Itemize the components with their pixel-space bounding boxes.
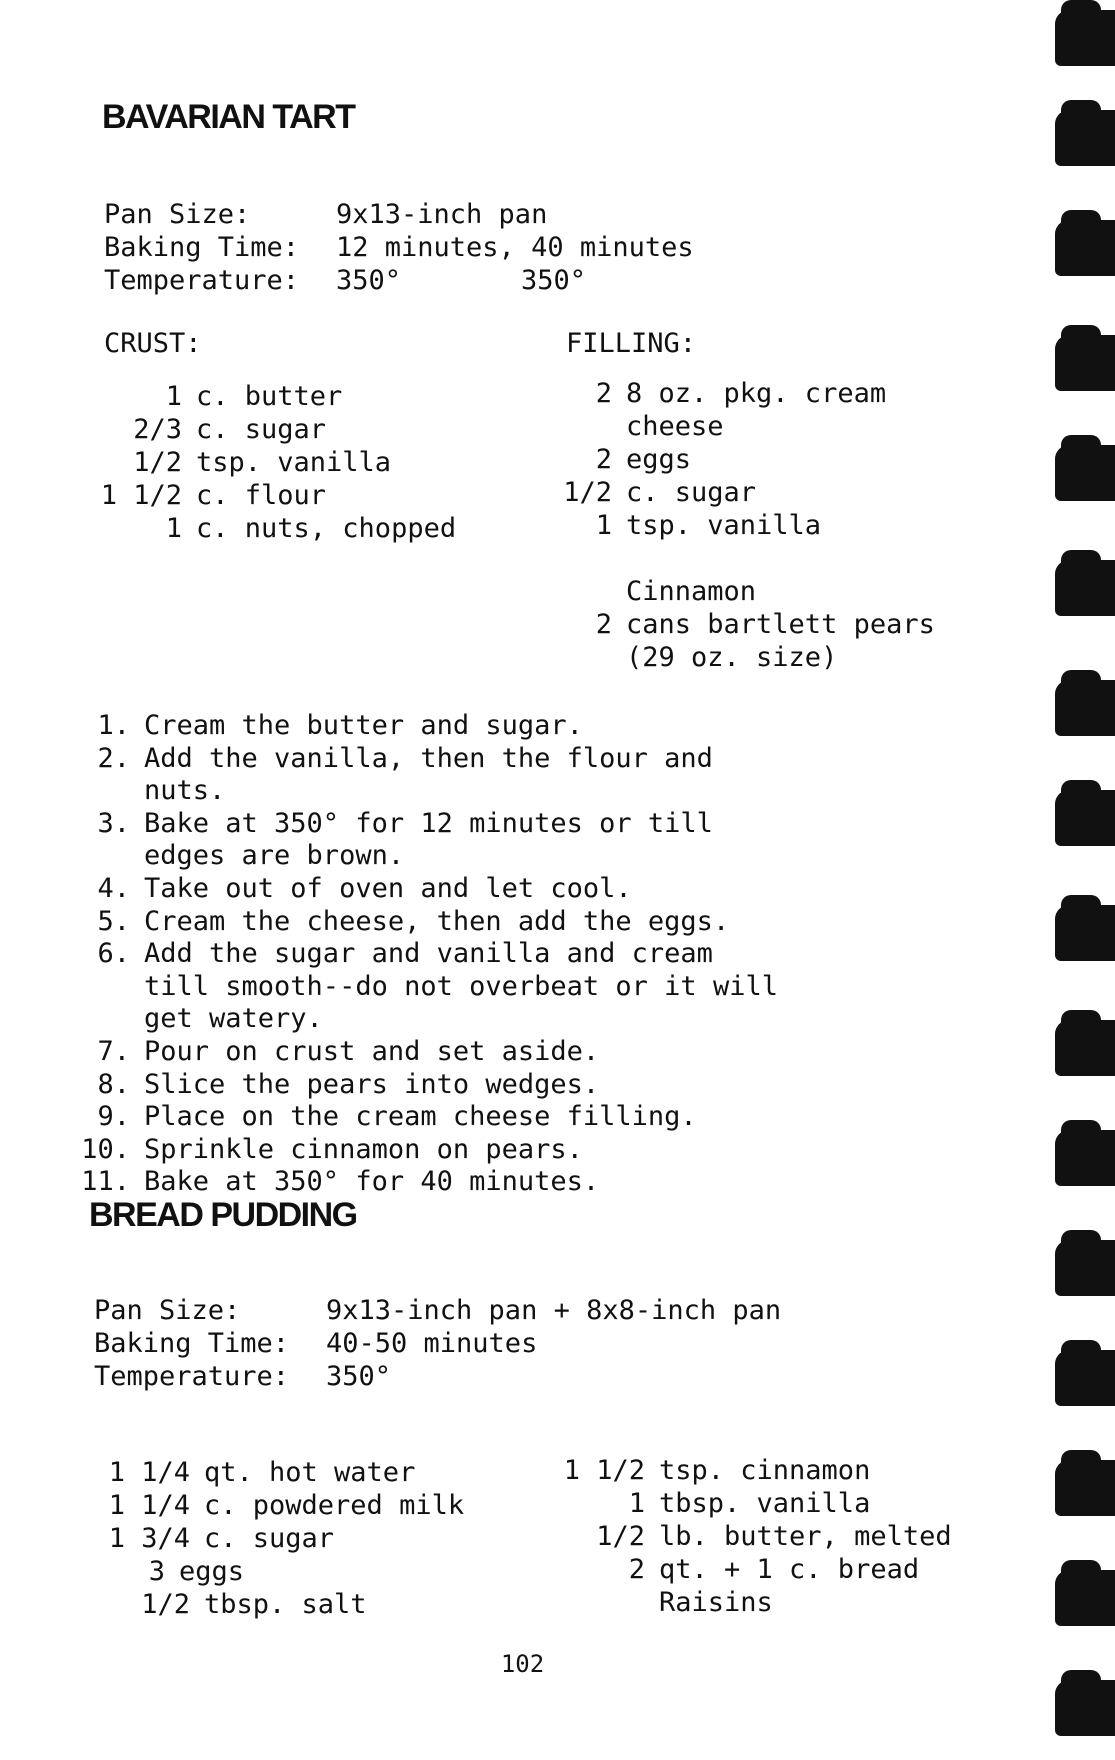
binding-coil	[1055, 1680, 1115, 1736]
step: 1. Cream the butter and sugar.	[97, 710, 583, 741]
meta-row	[104, 198, 706, 231]
crust-ingredients	[90, 380, 456, 545]
ingredient	[556, 542, 935, 575]
binding-coil	[1055, 1130, 1115, 1186]
ingredient: 2 8 oz. pkg. cream	[595, 378, 887, 409]
meta-value: 40-50 minutes	[326, 1328, 538, 1359]
ingredient: 1/2 tbsp. salt	[141, 1589, 367, 1620]
step: 5. Cream the cheese, then add the eggs.	[97, 905, 730, 937]
ingredient: 1 tsp. vanilla	[595, 510, 822, 541]
ingredient: 1 tbsp. vanilla	[628, 1488, 871, 1519]
binding-coil	[1055, 1460, 1115, 1516]
binding-coil	[1055, 905, 1115, 961]
meta-label: Pan Size:	[94, 1295, 241, 1326]
meta-value: 350°	[336, 265, 402, 296]
ingredient: 1 c. butter	[165, 381, 343, 412]
ingredient: 1 1/2 tsp. cinnamon	[563, 1455, 871, 1486]
ingredient: 1/2 c. sugar	[563, 477, 757, 508]
binding-coil	[1055, 10, 1115, 66]
binding-coil	[1055, 1570, 1115, 1626]
meta-row	[94, 1327, 781, 1360]
ingredient: 1 c. nuts, chopped	[165, 513, 457, 544]
ingredient: Cinnamon	[626, 576, 757, 607]
ingredient: 1/2 tsp. vanilla	[133, 447, 392, 478]
meta-label: Pan Size:	[104, 199, 251, 230]
step: 11. Bake at 350° for 40 minutes.	[81, 1166, 600, 1198]
ingredient: 1 1/4 qt. hot water	[108, 1457, 416, 1488]
ingredient: 3 eggs	[148, 1556, 245, 1587]
binding-coil	[1055, 1240, 1115, 1296]
meta-value: 350°	[521, 265, 587, 296]
binding-coil	[1055, 680, 1115, 736]
step: 3. Bake at 350° for 12 minutes or till edges are brown.	[97, 807, 713, 872]
meta-label: Baking Time:	[104, 232, 300, 263]
step: 6. Add the sugar and vanilla and cream till smooth--do not overbeat or it will get watery.	[97, 938, 778, 1035]
binding-coil	[1055, 1020, 1115, 1076]
recipe-meta	[104, 198, 706, 297]
ingredient: 2 cans bartlett pears	[595, 609, 935, 640]
step: 2. Add the vanilla, then the flour and nuts.	[97, 742, 713, 807]
ingredient: 1 1/2 c. flour	[100, 480, 327, 511]
meta-value: 350°	[326, 1361, 392, 1392]
filling-label: FILLING:	[566, 328, 697, 359]
binding-coil	[1055, 110, 1115, 166]
meta-value: 12 minutes, 40 minutes	[336, 232, 694, 263]
ingredient: (29 oz. size)	[626, 642, 838, 673]
binding-coil	[1055, 335, 1115, 391]
ingredient: 1 1/4 c. powdered milk	[108, 1490, 465, 1521]
recipe-meta	[94, 1294, 781, 1393]
binding-coil	[1055, 220, 1115, 276]
step: 10. Sprinkle cinnamon on pears.	[81, 1133, 583, 1165]
page-number: 102	[500, 1650, 545, 1678]
meta-row	[94, 1294, 781, 1327]
filling-ingredients	[556, 377, 935, 674]
step: 4. Take out of oven and let cool.	[97, 872, 632, 904]
meta-row	[94, 1360, 781, 1393]
binding-coil	[1055, 1350, 1115, 1406]
ingredient: 1 3/4 c. sugar	[108, 1523, 335, 1554]
ingredient: 2/3 c. sugar	[133, 414, 327, 445]
ingredient: Raisins	[659, 1587, 773, 1618]
step: 9. Place on the cream cheese filling.	[97, 1101, 697, 1133]
ingredient: 2 qt. + 1 c. bread	[628, 1554, 920, 1585]
binding-coil	[1055, 790, 1115, 846]
meta-row	[104, 264, 706, 297]
meta-row	[104, 231, 706, 264]
meta-value: 9x13-inch pan + 8x8-inch pan	[326, 1295, 782, 1326]
meta-value: 9x13-inch pan	[336, 199, 548, 230]
binding-coil	[1055, 445, 1115, 501]
recipe-title: BAVARIAN TART	[102, 98, 355, 136]
ingredient: cheese	[626, 411, 724, 442]
meta-label: Baking Time:	[94, 1328, 290, 1359]
spiral-binding	[1053, 0, 1115, 1760]
bread-pudding-ingredients-left	[80, 1456, 464, 1621]
crust-label: CRUST:	[104, 328, 202, 359]
ingredient: 1/2 lb. butter, melted	[596, 1521, 952, 1552]
instructions	[60, 710, 784, 1199]
recipe-title: BREAD PUDDING	[89, 1196, 357, 1234]
bread-pudding-ingredients-right	[555, 1454, 952, 1619]
step: 8. Slice the pears into wedges.	[97, 1068, 600, 1100]
binding-coil	[1055, 560, 1115, 616]
meta-label: Temperature:	[94, 1361, 290, 1392]
step: 7. Pour on crust and set aside.	[97, 1035, 600, 1067]
ingredient: 2 eggs	[595, 444, 692, 475]
meta-label: Temperature:	[104, 265, 300, 296]
